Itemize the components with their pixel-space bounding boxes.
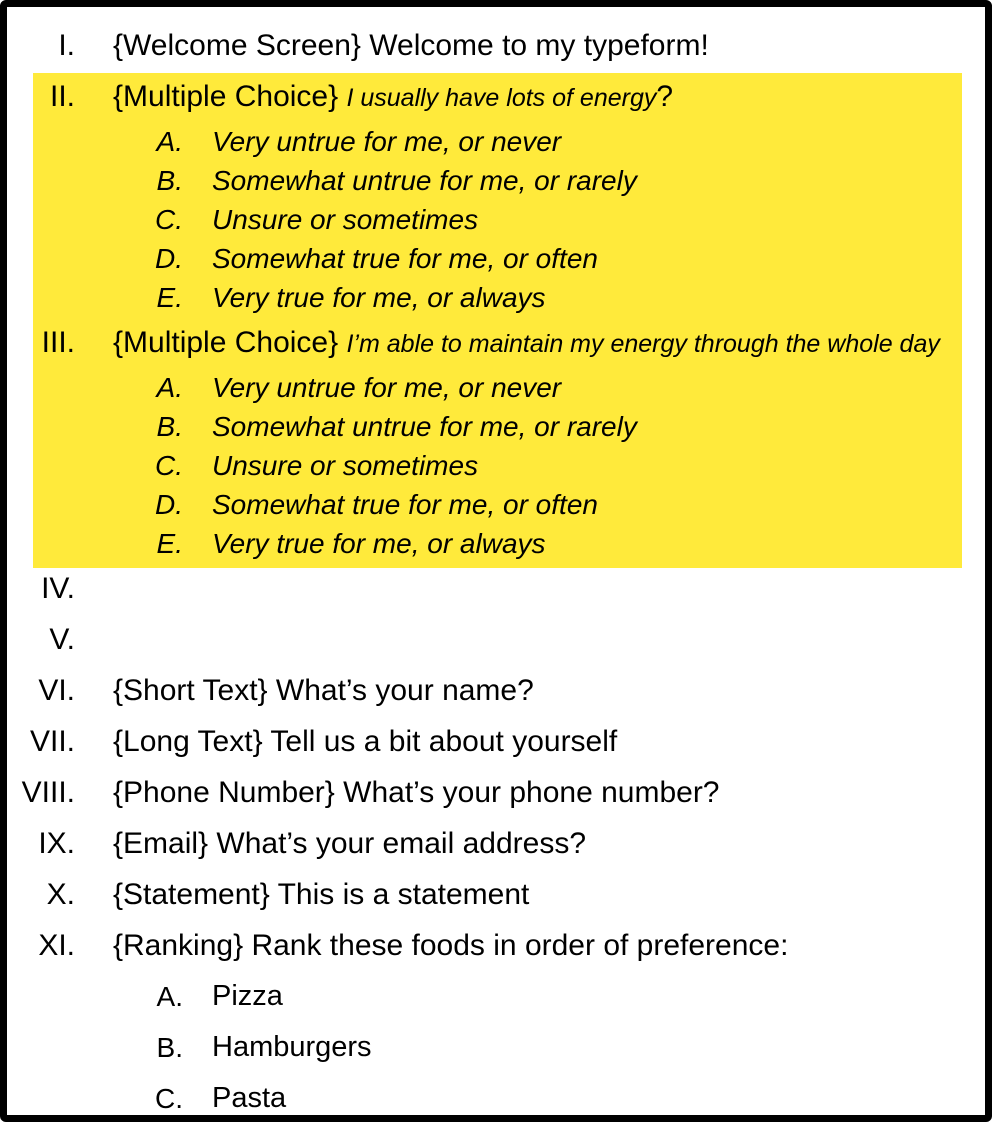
list-text [183, 244, 985, 273]
text-segment: ? [656, 79, 674, 113]
list-item [7, 485, 985, 524]
list-text [183, 205, 985, 234]
list-marker: C. [155, 203, 183, 235]
list-item [7, 614, 985, 665]
list-text [183, 373, 985, 402]
list-item [7, 524, 985, 563]
list-text [183, 490, 985, 519]
list-marker: VIII. [21, 775, 75, 809]
text-segment: Somewhat untrue for me, or rarely [212, 164, 637, 196]
list-marker: VII. [29, 724, 75, 758]
list-text [75, 81, 985, 113]
list-text [183, 283, 985, 312]
text-segment: I’m able to maintain my energy through the whole day [346, 329, 940, 358]
list-marker: D. [155, 242, 183, 274]
list-item [7, 278, 985, 317]
list-item [7, 407, 985, 446]
list-text [183, 981, 985, 1011]
list-marker: B. [156, 1031, 183, 1063]
list-marker: X. [46, 877, 75, 911]
list-text [183, 1083, 985, 1113]
list-marker: I. [58, 28, 75, 62]
text-segment: Pizza [212, 980, 283, 1013]
text-segment: {Multiple Choice} [113, 79, 347, 113]
text-segment: I usually have lots of energy [346, 83, 657, 112]
text-segment: Very true for me, or always [212, 281, 546, 313]
list-item [7, 161, 985, 200]
list-item [7, 563, 985, 614]
text-segment: {Welcome Screen} Welcome to my typeform! [113, 28, 709, 62]
text-segment: Pasta [212, 1082, 287, 1115]
list-marker: A. [156, 371, 183, 403]
text-segment: Very untrue for me, or never [212, 371, 562, 403]
list-item [7, 767, 985, 818]
list-text [75, 879, 985, 911]
list-text [75, 930, 985, 962]
list-marker: A. [156, 980, 183, 1012]
list-marker: D. [155, 488, 183, 520]
list-item [7, 869, 985, 920]
list-marker: C. [155, 449, 183, 481]
list-text [183, 529, 985, 558]
list-item [7, 1073, 985, 1122]
text-segment: {Ranking} Rank these foods in order of preference: [113, 928, 789, 962]
list-item [7, 200, 985, 239]
list-marker: II. [49, 79, 75, 113]
list-text [183, 127, 985, 156]
list-marker: A. [156, 125, 183, 157]
list-item [7, 446, 985, 485]
list-text [183, 166, 985, 195]
list-item [7, 716, 985, 767]
text-segment: Very true for me, or always [212, 527, 546, 559]
list-marker: III. [41, 325, 75, 359]
list-item [7, 971, 985, 1022]
text-segment: Hamburgers [212, 1031, 372, 1064]
text-segment: Unsure or sometimes [212, 449, 479, 481]
text-segment: {Long Text} Tell us a bit about yourself [113, 724, 618, 758]
list-text [75, 675, 985, 707]
text-segment: {Multiple Choice} [113, 325, 347, 359]
text-segment: Very untrue for me, or never [212, 125, 562, 157]
text-segment: {Short Text} What’s your name? [113, 673, 534, 707]
list-item [7, 122, 985, 161]
list-marker: IX. [38, 826, 75, 860]
outline-list [7, 7, 985, 1122]
list-marker: E. [156, 281, 183, 313]
list-text [75, 327, 985, 359]
list-item [7, 71, 985, 122]
text-segment: {Phone Number} What’s your phone number? [113, 775, 720, 809]
list-item [7, 239, 985, 278]
list-text [183, 412, 985, 441]
list-text [183, 1032, 985, 1062]
list-marker: XI. [38, 928, 75, 962]
list-marker: VI. [38, 673, 75, 707]
list-item [7, 665, 985, 716]
list-item [7, 1022, 985, 1073]
list-item [7, 20, 985, 71]
list-marker: B. [156, 410, 183, 442]
list-text [75, 30, 985, 62]
list-marker: V. [49, 622, 75, 656]
text-segment: Somewhat true for me, or often [212, 488, 598, 520]
list-item [7, 818, 985, 869]
list-item [7, 317, 985, 368]
list-text [75, 726, 985, 758]
text-segment: Somewhat true for me, or often [212, 242, 598, 274]
list-marker: IV. [41, 571, 75, 605]
list-marker: B. [156, 164, 183, 196]
text-segment: Somewhat untrue for me, or rarely [212, 410, 637, 442]
text-segment: Unsure or sometimes [212, 203, 479, 235]
list-marker: C. [155, 1082, 183, 1114]
list-text [75, 777, 985, 809]
list-item [7, 368, 985, 407]
text-segment: {Statement} This is a statement [113, 877, 530, 911]
list-item [7, 920, 985, 971]
list-text [183, 451, 985, 480]
list-marker: E. [156, 527, 183, 559]
text-segment: {Email} What’s your email address? [113, 826, 586, 860]
list-text [75, 828, 985, 860]
